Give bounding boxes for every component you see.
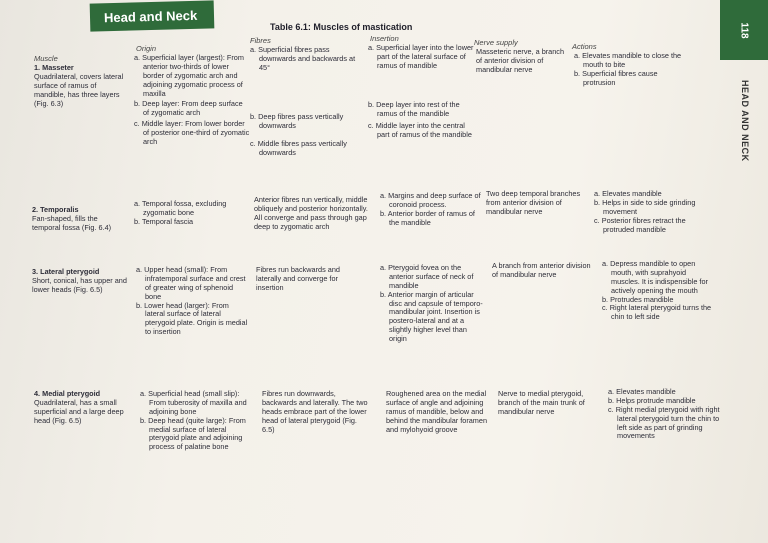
muscle-description: Quadrilateral, covers lateral surface of ramus of mandible, has three layers (Fig. 6.3) [34,71,124,108]
row-temporalis-nerve: Two deep temporal branches from anterior division of mandibular nerve [486,189,581,216]
actions-item: c. Posterior fibres retract the protruded mandible [594,215,686,234]
row-lateral-pterygoid-insertion [380,264,486,344]
row-masseter-nerve: Masseteric nerve, a branch of anterior division of mandibular nerve [476,47,565,74]
row-medial-pterygoid-origin [140,390,254,452]
origin-item: a. Superficial head (small slip): From tuberosity of maxilla and adjoining bone [140,389,247,416]
row-medial-pterygoid-nerve: Nerve to medial pterygoid, branch of the main trunk of mandibular nerve [498,389,585,416]
col-header-fibres: Fibres [250,36,271,45]
actions-item: a. Depress mandible to open mouth, with suprahyoid muscles. It is indispensible for actively opening the mouth [602,259,708,295]
row-temporalis-actions [594,190,710,234]
row-temporalis-insertion [380,192,484,228]
actions-item: a. Elevates mandible [608,387,676,396]
origin-item: b. Lower head (larger): From lateral surface of lateral pterygoid plate. Origin is medial to insertion [136,300,248,337]
origin-item: b. Temporal fascia [134,216,194,226]
row-temporalis-fibres: Anterior fibres run vertically, middle obliquely and posterior horizontally. All converge and pass through gap deep to zygomatic arch [254,195,368,231]
col-header-origin: Origin [136,44,157,53]
row-temporalis-muscle [32,206,128,233]
col-header-nerve: Nerve supply [474,38,518,47]
col-header-actions: Actions [572,42,597,51]
row-masseter-origin [134,54,250,147]
muscle-name: 4. Medial pterygoid [34,389,101,398]
origin-item: a. Superficial layer (largest): From anterior two-thirds of lower border of zygomatic arch and adjoining zygomatic process of maxilla [134,53,244,98]
actions-item: a. Elevates mandible to close the mouth to bite [574,51,682,69]
col-header-insertion: Insertion [370,34,399,43]
actions-item: c. Right medial pterygoid with right lateral pterygoid turn the chin to left side as part of grinding movements [608,404,720,441]
actions-item: b. Helps protrude mandible [608,395,696,405]
row-lateral-pterygoid-muscle [32,268,128,295]
chapter-banner: Head and Neck [90,0,215,31]
origin-item: b. Deep head (quite large): From medial surface of lateral pterygoid plate and adjoining process of palatine bone [140,415,246,452]
muscle-name: 1. Masseter [34,63,74,72]
muscle-description: Fan-shaped, fills the temporal fossa (Fig. 6.4) [32,213,112,232]
table-title: Table 6.1: Muscles of mastication [270,22,413,32]
insertion-item: b. Anterior margin of articular disc and capsule of temporo-mandibular joint. Insertion is postero-lateral and at a slightly higher level than origin [380,289,483,344]
actions-item: b. Superficial fibres cause protrusion [574,68,658,87]
origin-item: c. Middle layer: From lower border of posterior one-third of zyomatic arch [134,119,250,147]
insertion-item: c. Middle layer into the central part of ramus of the mandible [368,121,472,140]
insertion-item: b. Anterior border of ramus of the mandible [380,208,475,227]
insertion-item: a. Pterygoid fovea on the anterior surface of neck of mandible [380,263,474,290]
origin-item: a. Upper head (small): From infratemporal surface and crest of greater wing of sphenoid bone [136,265,246,301]
page-number: 118 [738,21,750,39]
origin-item: b. Deep layer: From deep surface of zygomatic arch [134,99,243,118]
actions-item: a. Elevates mandible [594,189,662,198]
row-lateral-pterygoid-origin [136,266,250,337]
side-section-label: HEAD AND NECK [740,80,750,162]
muscle-description: Short, conical, has upper and lower heads (Fig. 6.5) [32,275,127,294]
muscle-description: Quadrilateral, has a small superficial and a large deep head (Fig. 6.5) [34,397,124,425]
origin-item: a. Temporal fossa, excluding zygomatic bone [134,199,227,217]
row-lateral-pterygoid-fibres: Fibres run backwards and laterally and converge for insertion [256,265,340,292]
row-lateral-pterygoid-actions [602,260,714,322]
insertion-item: a. Superficial layer into the lower part of the lateral surface of ramus of mandible [368,43,474,70]
row-medial-pterygoid-muscle [34,390,130,426]
row-temporalis-origin [134,200,246,227]
row-lateral-pterygoid-nerve: A branch from anterior division of mandibular nerve [492,261,591,279]
row-medial-pterygoid-actions [608,388,724,441]
fibres-item: b. Deep fibres pass vertically downwards [250,111,344,130]
fibres-item: c. Middle fibres pass vertically downwards [250,139,347,158]
muscle-name: 2. Temporalis [32,205,79,214]
row-medial-pterygoid-insertion: Roughened area on the medial surface of angle and adjoining ramus of mandible, below and behind the mandibular foramen and mylohyoid groove [386,389,488,434]
page-number-tab [720,0,768,60]
insertion-item: a. Margins and deep surface of coronoid process. [380,191,481,209]
actions-item: c. Right lateral pterygoid turns the chin to left side [602,303,712,322]
fibres-item: a. Superficial fibres pass downwards and backwards at 45° [250,45,356,72]
insertion-item: b. Deep layer into rest of the ramus of the mandible [368,99,460,118]
row-masseter-insertion [368,44,474,140]
row-masseter-muscle [34,64,130,108]
actions-item: b. Helps in side to side grinding movement [594,197,696,216]
row-masseter-actions [574,52,686,88]
col-header-muscle: Muscle [34,54,58,63]
actions-item: b. Protrudes mandible [602,294,674,304]
muscle-name: 3. Lateral pterygoid [32,267,100,276]
row-medial-pterygoid-fibres: Fibres run downwards, backwards and laterally. The two heads embrace part of the lower head of lateral pterygoid (Fig. 6.5) [262,389,368,434]
row-masseter-fibres [250,46,362,158]
